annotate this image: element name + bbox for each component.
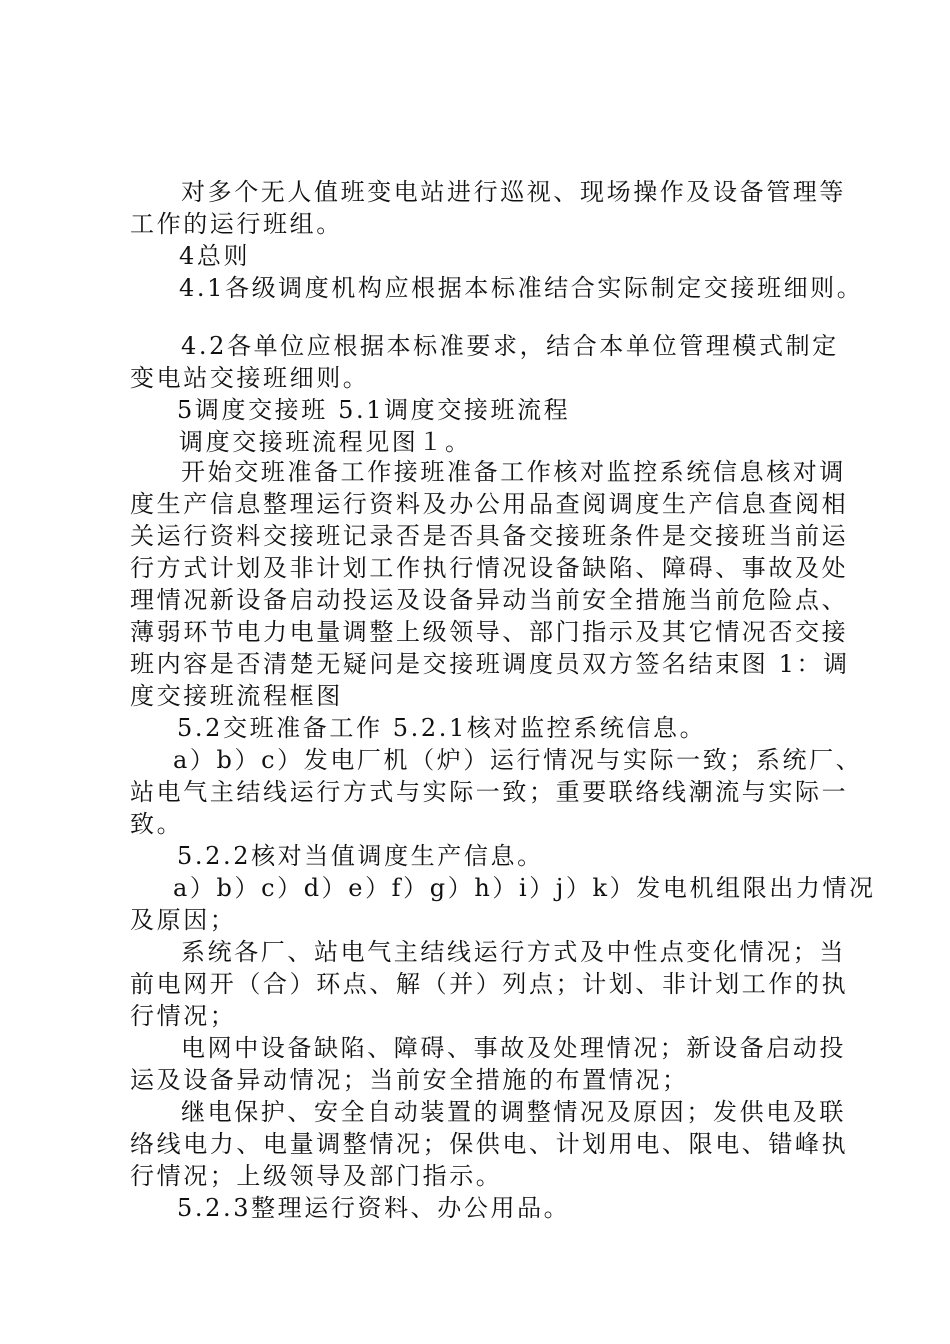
text-line: 前电网开（合）环点、解（并）列点；计划、非计划工作的执 [130, 970, 849, 998]
text-line: 度生产信息整理运行资料及办公用品查阅调度生产信息查阅相 [130, 490, 849, 518]
text-line: 系统各厂、站电气主结线运行方式及中性点变化情况；当 [181, 938, 846, 966]
text-line: 及原因； [130, 906, 237, 934]
section-heading: 5.2交班准备工作 5.2.1核对监控系统信息。 [177, 714, 707, 742]
text-line: 变电站交接班细则。 [130, 364, 370, 392]
section-heading: 5.2.3整理运行资料、办公用品。 [177, 1194, 571, 1222]
text-line: 致。 [130, 810, 184, 838]
text-line: 关运行资料交接班记录否是否具备交接班条件是交接班当前运 [130, 522, 849, 550]
section-heading: 5调度交接班 5.1调度交接班流程 [177, 396, 571, 424]
text-line: 行情况； [130, 1002, 237, 1030]
text-line: 班内容是否清楚无疑问是交接班调度员双方签名结束图 1：调 [130, 650, 850, 678]
text-line: 对多个无人值班变电站进行巡视、现场操作及设备管理等 [181, 178, 846, 206]
text-line: 站电气主结线运行方式与实际一致；重要联络线潮流与实际一 [130, 778, 849, 806]
text-line: 络线电力、电量调整情况；保供电、计划用电、限电、错峰执 [130, 1130, 849, 1158]
text-line: 工作的运行班组。 [130, 210, 343, 238]
text-line: 运及设备异动情况；当前安全措施的布置情况； [130, 1066, 689, 1094]
text-line: 4.1各级调度机构应根据本标准结合实际制定交接班细则。 [179, 274, 864, 302]
section-heading: 5.2.2核对当值调度生产信息。 [177, 842, 544, 870]
text-line: 理情况新设备启动投运及设备异动当前安全措施当前危险点、 [130, 586, 849, 614]
text-line: 继电保护、安全自动装置的调整情况及原因；发供电及联 [181, 1098, 846, 1126]
section-heading: 4总则 [179, 242, 251, 270]
text-line: 4.2各单位应根据本标准要求，结合本单位管理模式制定 [181, 332, 839, 360]
text-line: 开始交班准备工作接班准备工作核对监控系统信息核对调 [181, 458, 846, 486]
text-line: a）b）c）d）e）f）g）h）i）j）k）发电机组限出力情况 [173, 874, 876, 902]
text-line: 调度交接班流程见图１。 [179, 428, 472, 456]
text-line: 行方式计划及非计划工作执行情况设备缺陷、障碍、事故及处 [130, 554, 849, 582]
figure-caption: 度交接班流程框图 [130, 682, 343, 710]
text-line: 薄弱环节电力电量调整上级领导、部门指示及其它情况否交接 [130, 618, 849, 646]
text-line: 电网中设备缺陷、障碍、事故及处理情况；新设备启动投 [181, 1034, 846, 1062]
text-line: 行情况；上级领导及部门指示。 [130, 1162, 503, 1190]
text-line: a）b）c）发电厂机（炉）运行情况与实际一致；系统厂、 [173, 746, 863, 774]
